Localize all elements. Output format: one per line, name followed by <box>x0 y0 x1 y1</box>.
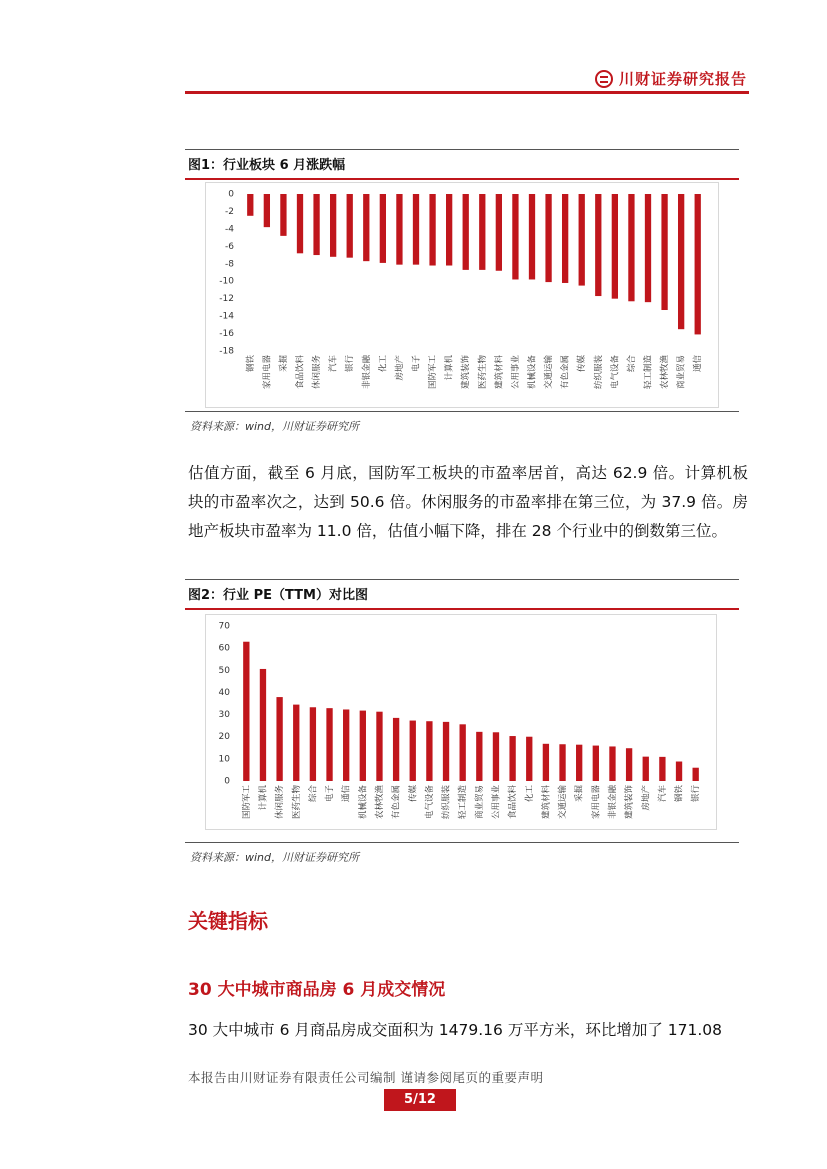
figure1-ytick-label: 0 <box>228 189 234 200</box>
figure2-bar <box>293 705 299 781</box>
figure1-category-label: 轻工制造 <box>643 355 654 390</box>
figure2-bar <box>360 711 366 781</box>
figure2-category-label: 房地产 <box>641 785 652 811</box>
figure1-bar <box>512 194 518 279</box>
figure1-category-label: 计算机 <box>444 355 455 381</box>
figure1-bar <box>247 194 253 216</box>
figure2-category-label: 建筑装饰 <box>624 785 635 820</box>
figure2-category-label: 通信 <box>341 785 352 803</box>
figure2-bar <box>393 718 399 781</box>
figure2-bottom-rule <box>185 842 739 843</box>
figure1-bar <box>628 194 634 301</box>
figure1-category-label: 食品饮料 <box>295 355 306 390</box>
figure1-bottom-rule <box>185 411 739 412</box>
figure2-title: 图2：行业 PE（TTM）对比图 <box>185 579 739 610</box>
figure2-category-label: 纺织服装 <box>441 785 452 820</box>
figure1-bar <box>595 194 601 296</box>
figure2-bar <box>693 768 699 781</box>
figure2-category-label: 交通运输 <box>558 785 569 820</box>
figure1-ytick-label: -6 <box>225 241 234 252</box>
figure1-bar <box>479 194 485 270</box>
figure2-ytick-label: 40 <box>218 687 230 698</box>
figure2-ytick-label: 30 <box>218 710 230 721</box>
figure2-bar <box>526 737 532 781</box>
figure2-ytick-label: 20 <box>218 732 230 743</box>
figure1-chart <box>206 183 718 407</box>
figure2-bar <box>576 745 582 781</box>
figure2-category-label: 国防军工 <box>241 785 252 820</box>
figure2-bar <box>376 712 382 781</box>
figure1-bar <box>297 194 303 253</box>
figure1-category-label: 农林牧渔 <box>660 355 671 390</box>
figure1-bar <box>363 194 369 261</box>
figure1-bar <box>313 194 319 255</box>
figure1-category-label: 采掘 <box>278 355 289 373</box>
page-number: 5/12 <box>384 1089 456 1111</box>
figure2-ytick-label: 10 <box>218 754 230 765</box>
figure1-source: 资料来源：wind，川财证券研究所 <box>190 420 360 433</box>
figure2-category-label: 传媒 <box>408 785 419 803</box>
figure2-bar <box>276 697 282 781</box>
figure2-chart-box <box>205 614 717 830</box>
figure1-ytick-label: -14 <box>219 311 234 322</box>
transaction-paragraph: 30 大中城市 6 月商品房成交面积为 1479.16 万平方米，环比增加了 171.08 <box>188 1021 722 1039</box>
figure2-category-label: 家用电器 <box>591 785 602 820</box>
figure1-bar <box>429 194 435 266</box>
figure2-bar <box>609 746 615 781</box>
figure2-category-label: 计算机 <box>258 785 269 811</box>
figure1-category-label: 传媒 <box>577 355 588 373</box>
figure2-bar <box>460 724 466 781</box>
figure2-ytick-label: 50 <box>218 665 230 676</box>
figure2-bar <box>493 732 499 781</box>
figure1-bar <box>413 194 419 265</box>
figure1-category-label: 公用事业 <box>510 355 521 390</box>
figure2-category-label: 农林牧渔 <box>374 785 385 820</box>
figure2-category-label: 食品饮料 <box>508 785 519 820</box>
figure1-bar <box>264 194 270 227</box>
figure1-bar <box>695 194 701 334</box>
figure1-chart-box <box>205 182 719 408</box>
figure1-category-label: 化工 <box>378 355 389 373</box>
figure1-bar <box>678 194 684 329</box>
figure1-category-label: 电子 <box>411 355 422 373</box>
figure2-category-label: 有色金属 <box>391 785 402 820</box>
figure1-category-label: 汽车 <box>328 355 339 373</box>
figure1-category-label: 有色金属 <box>560 355 571 390</box>
figure2-bar <box>643 757 649 781</box>
figure1-category-label: 综合 <box>626 355 637 373</box>
figure1-ytick-label: -16 <box>219 329 234 340</box>
figure1-category-label: 银行 <box>345 355 356 373</box>
figure2-bar <box>543 744 549 781</box>
figure2-category-label: 非银金融 <box>607 785 618 820</box>
figure2-category-label: 商业贸易 <box>474 785 485 820</box>
figure1-title: 图1：行业板块 6 月涨跌幅 <box>185 149 739 180</box>
figure2-category-label: 综合 <box>308 785 319 803</box>
figure1-category-label: 国防军工 <box>428 355 439 390</box>
figure2-category-label: 轻工制造 <box>458 785 469 820</box>
figure1-bar <box>545 194 551 282</box>
figure1-bar <box>330 194 336 257</box>
figure2-bar <box>310 707 316 781</box>
section-title: 关键指标 <box>188 909 268 933</box>
figure1-category-label: 家用电器 <box>262 355 273 390</box>
figure2-source: 资料来源：wind，川财证券研究所 <box>190 851 360 864</box>
figure1-bar <box>562 194 568 283</box>
figure1-ytick-label: -2 <box>225 206 234 217</box>
figure2-category-label: 银行 <box>691 785 702 803</box>
figure2-ytick-label: 0 <box>224 776 230 787</box>
figure1-category-label: 纺织服装 <box>593 355 604 390</box>
figure1-ytick-label: -10 <box>219 276 234 287</box>
figure1-bar <box>396 194 402 265</box>
figure2-bar <box>343 709 349 781</box>
figure1-category-label: 钢铁 <box>245 355 256 373</box>
figure1-category-label: 商业贸易 <box>676 355 687 390</box>
figure2-bar <box>426 721 432 781</box>
figure2-category-label: 公用事业 <box>491 785 502 820</box>
figure2-bar <box>410 721 416 781</box>
figure1-category-label: 交通运输 <box>544 355 555 390</box>
figure1-ytick-label: -4 <box>225 224 234 235</box>
figure2-bar <box>626 748 632 781</box>
figure2-category-label: 电气设备 <box>424 785 435 820</box>
figure2-category-label: 医药生物 <box>291 785 302 820</box>
header-divider <box>185 91 749 94</box>
figure2-bar <box>260 669 266 781</box>
figure2-bar <box>659 757 665 781</box>
figure1-category-label: 电气设备 <box>610 355 621 390</box>
figure2-bar <box>559 744 565 781</box>
figure2-category-label: 钢铁 <box>674 785 685 803</box>
figure1-bar <box>496 194 502 271</box>
figure1-bar <box>463 194 469 270</box>
figure1-bar <box>380 194 386 263</box>
figure2-bar <box>593 746 599 781</box>
figure1-bar <box>579 194 585 286</box>
figure1-bar <box>529 194 535 279</box>
header-brand <box>595 68 747 89</box>
valuation-paragraph: 估值方面，截至 6 月底，国防军工板块的市盈率居首，高达 62.9 倍。计算机板块的市盈率次之，达到 50.6 倍。休闲服务的市盈率排在第三位，为 37.9 倍。房地产板块市盈率为 11.0 倍，估值小幅下降，排在 28 个行业中的倒数第三位。 <box>188 464 748 540</box>
figure2-bar <box>243 642 249 781</box>
figure2-category-label: 采掘 <box>574 785 585 803</box>
figure1-category-label: 通信 <box>693 355 704 373</box>
figure1-category-label: 建筑材料 <box>494 355 505 390</box>
figure1-bar <box>612 194 618 299</box>
chuancai-logo-icon <box>595 70 613 88</box>
figure1-category-label: 非银金融 <box>361 355 372 390</box>
figure2-ytick-label: 60 <box>218 643 230 654</box>
sub-section-title: 30 大中城市商品房 6 月成交情况 <box>188 980 446 1000</box>
figure2-category-label: 汽车 <box>657 785 668 803</box>
figure1-category-label: 医药生物 <box>477 355 488 390</box>
figure2-bar <box>476 732 482 781</box>
figure1-ytick-label: -18 <box>219 346 234 357</box>
figure2-category-label: 电子 <box>325 785 336 803</box>
figure1-category-label: 机械设备 <box>527 355 538 390</box>
figure2-ytick-label: 70 <box>218 621 230 632</box>
figure1-ytick-label: -12 <box>219 294 234 305</box>
figure2-category-label: 化工 <box>524 785 535 803</box>
figure2-chart <box>206 615 716 829</box>
figure2-bar <box>443 722 449 781</box>
figure2-category-label: 休闲服务 <box>275 785 286 820</box>
footer-disclaimer: 本报告由川财证券有限责任公司编制 谨请参阅尾页的重要声明 <box>188 1070 544 1085</box>
figure2-bar <box>326 708 332 781</box>
brand-name: 川财证券研究报告 <box>618 70 747 88</box>
figure1-bar <box>347 194 353 258</box>
figure1-bar <box>446 194 452 266</box>
figure1-category-label: 房地产 <box>394 355 405 381</box>
figure1-category-label: 建筑装饰 <box>461 355 472 390</box>
figure2-bar <box>676 762 682 781</box>
figure2-bar <box>509 736 515 781</box>
figure1-bar <box>280 194 286 236</box>
figure1-bar <box>645 194 651 302</box>
figure2-category-label: 建筑材料 <box>541 785 552 820</box>
figure1-ytick-label: -8 <box>225 259 234 270</box>
figure1-bar <box>661 194 667 310</box>
figure2-category-label: 机械设备 <box>358 785 369 820</box>
figure1-category-label: 休闲服务 <box>312 355 323 390</box>
